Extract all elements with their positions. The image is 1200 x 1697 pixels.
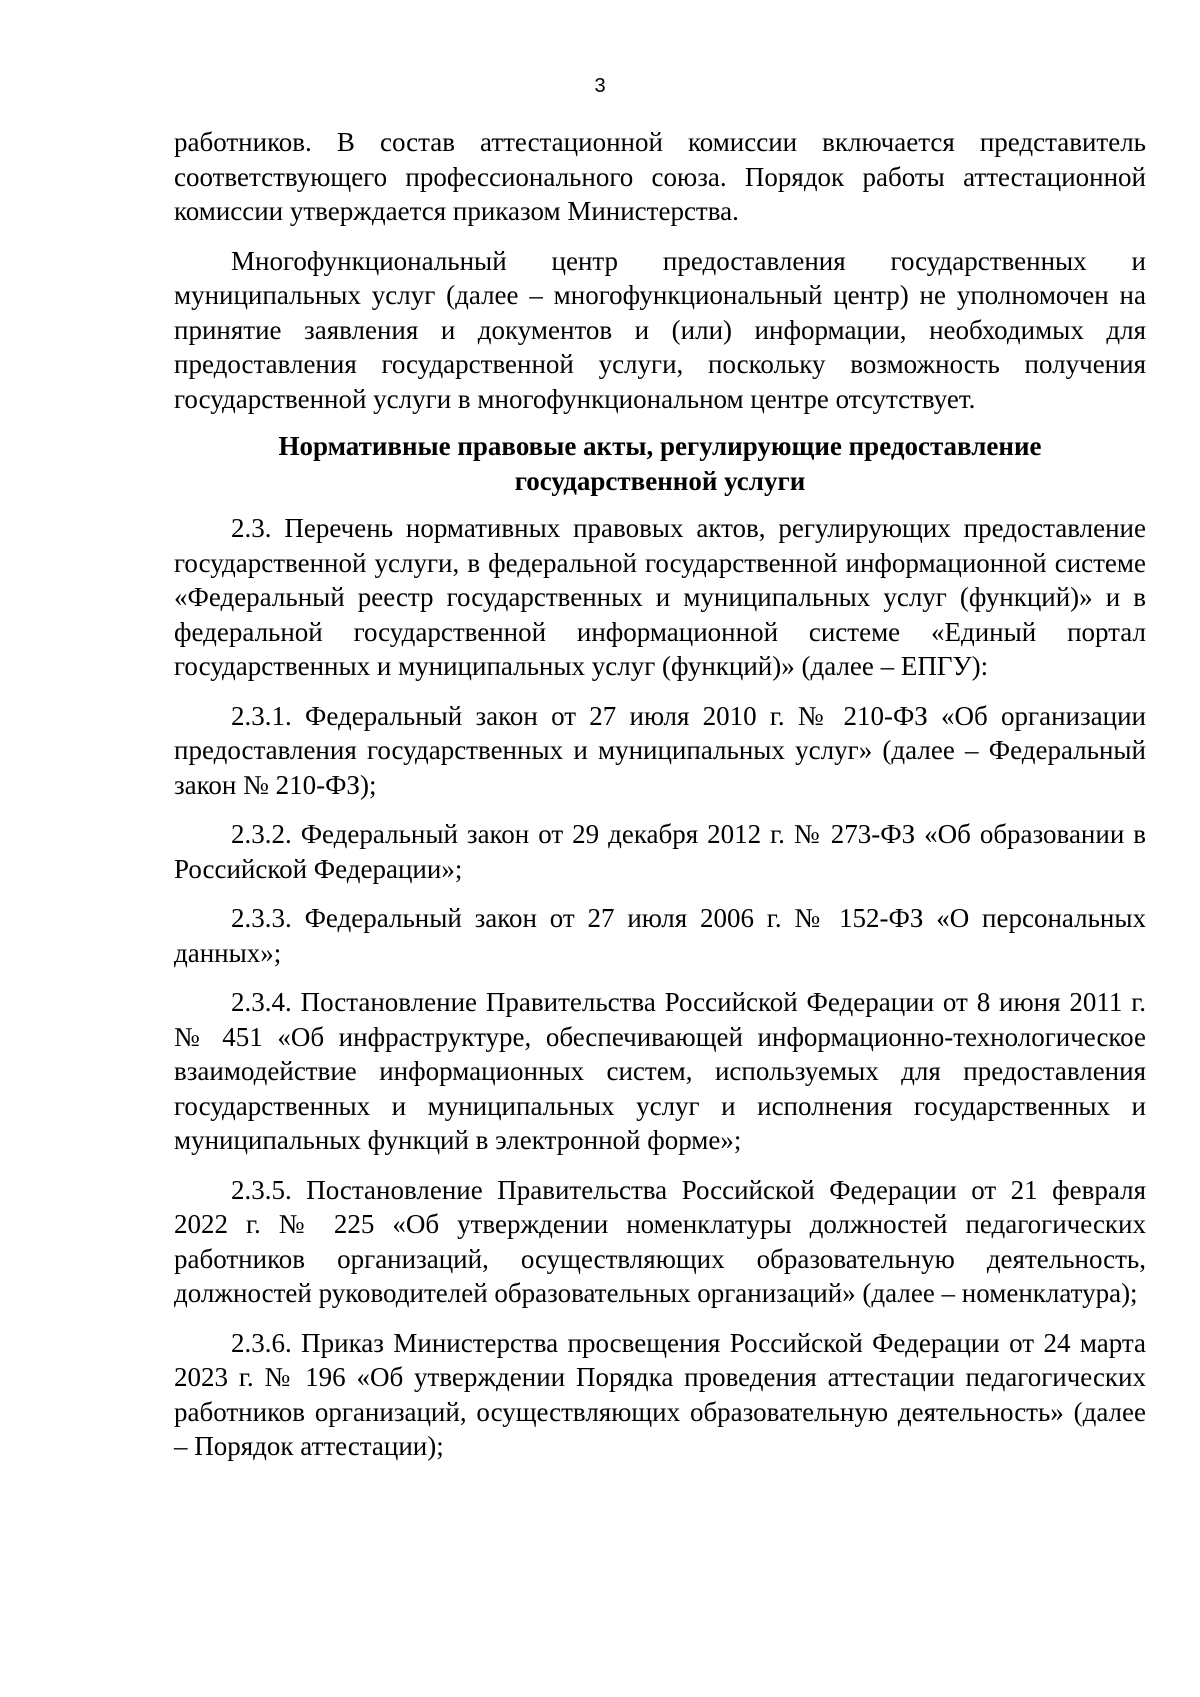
paragraph-2-3: 2.3. Перечень нормативных правовых актов, регулирующих предоставление государственной услуги, в федеральной государственной информационной системе «Федеральный реестр государственных и муниципальных услуг (функций)» и в федеральной государственной информационной системе «Единый портал государственных и муниципальных услуг (функций)» (далее – ЕПГУ):	[174, 513, 1146, 681]
paragraph-2-3-5: 2.3.5. Постановление Правительства Российской Федерации от 21 февраля 2022 г. № 225 «Об утверждении номенклатуры должностей педагогических работников организаций, осуществляющих образовательную деятельность, должностей руководителей образовательных организаций» (далее – номенклатура);	[174, 1174, 1146, 1308]
document-body	[174, 125, 1146, 1464]
section-heading	[174, 429, 1146, 498]
paragraph-continuation: работников. В состав аттестационной комиссии включается представитель соответствующего профессионального союза. Порядок работы аттестационной комиссии утверждается приказом Министерства.	[174, 127, 1146, 226]
section-heading-line-2: государственной услуги	[514, 465, 806, 496]
paragraph-mfc: Многофункциональный центр предоставления государственных и муниципальных услуг (далее – многофункциональный центр) не уполномочен на принятие заявления и документов и (или) информации, необходимых для предоставления государственной услуги, поскольку возможность получения государственной услуги в многофункциональном центре отсутствует.	[174, 245, 1146, 414]
paragraph-2-3-6: 2.3.6. Приказ Министерства просвещения Российской Федерации от 24 марта 2023 г. № 196 «Об утверждении Порядка проведения аттестации педагогических работников организаций, осуществляющих образовательную деятельность» (далее – Порядок аттестации);	[174, 1327, 1146, 1461]
paragraph-2-3-1: 2.3.1. Федеральный закон от 27 июля 2010 г. № 210-ФЗ «Об организации предоставления государственных и муниципальных услуг» (далее – Федеральный закон № 210-ФЗ);	[174, 700, 1146, 800]
paragraph-2-3-2: 2.3.2. Федеральный закон от 29 декабря 2012 г. № 273-ФЗ «Об образовании в Российской Федерации»;	[174, 819, 1146, 884]
paragraph-2-3-4: 2.3.4. Постановление Правительства Российской Федерации от 8 июня 2011 г. № 451 «Об инфраструктуре, обеспечивающей информационно-технологическое взаимодействие информационных систем, используемых для предоставления государственных и муниципальных услуг и исполнения государственных и муниципальных функций в электронной форме»;	[174, 987, 1146, 1155]
page-number: 3	[594, 75, 606, 97]
paragraph-2-3-3: 2.3.3. Федеральный закон от 27 июля 2006 г. № 152-ФЗ «О персональных данных»;	[174, 903, 1146, 968]
section-heading-line-1: Нормативные правовые акты, регулирующие предоставление	[278, 431, 1042, 461]
